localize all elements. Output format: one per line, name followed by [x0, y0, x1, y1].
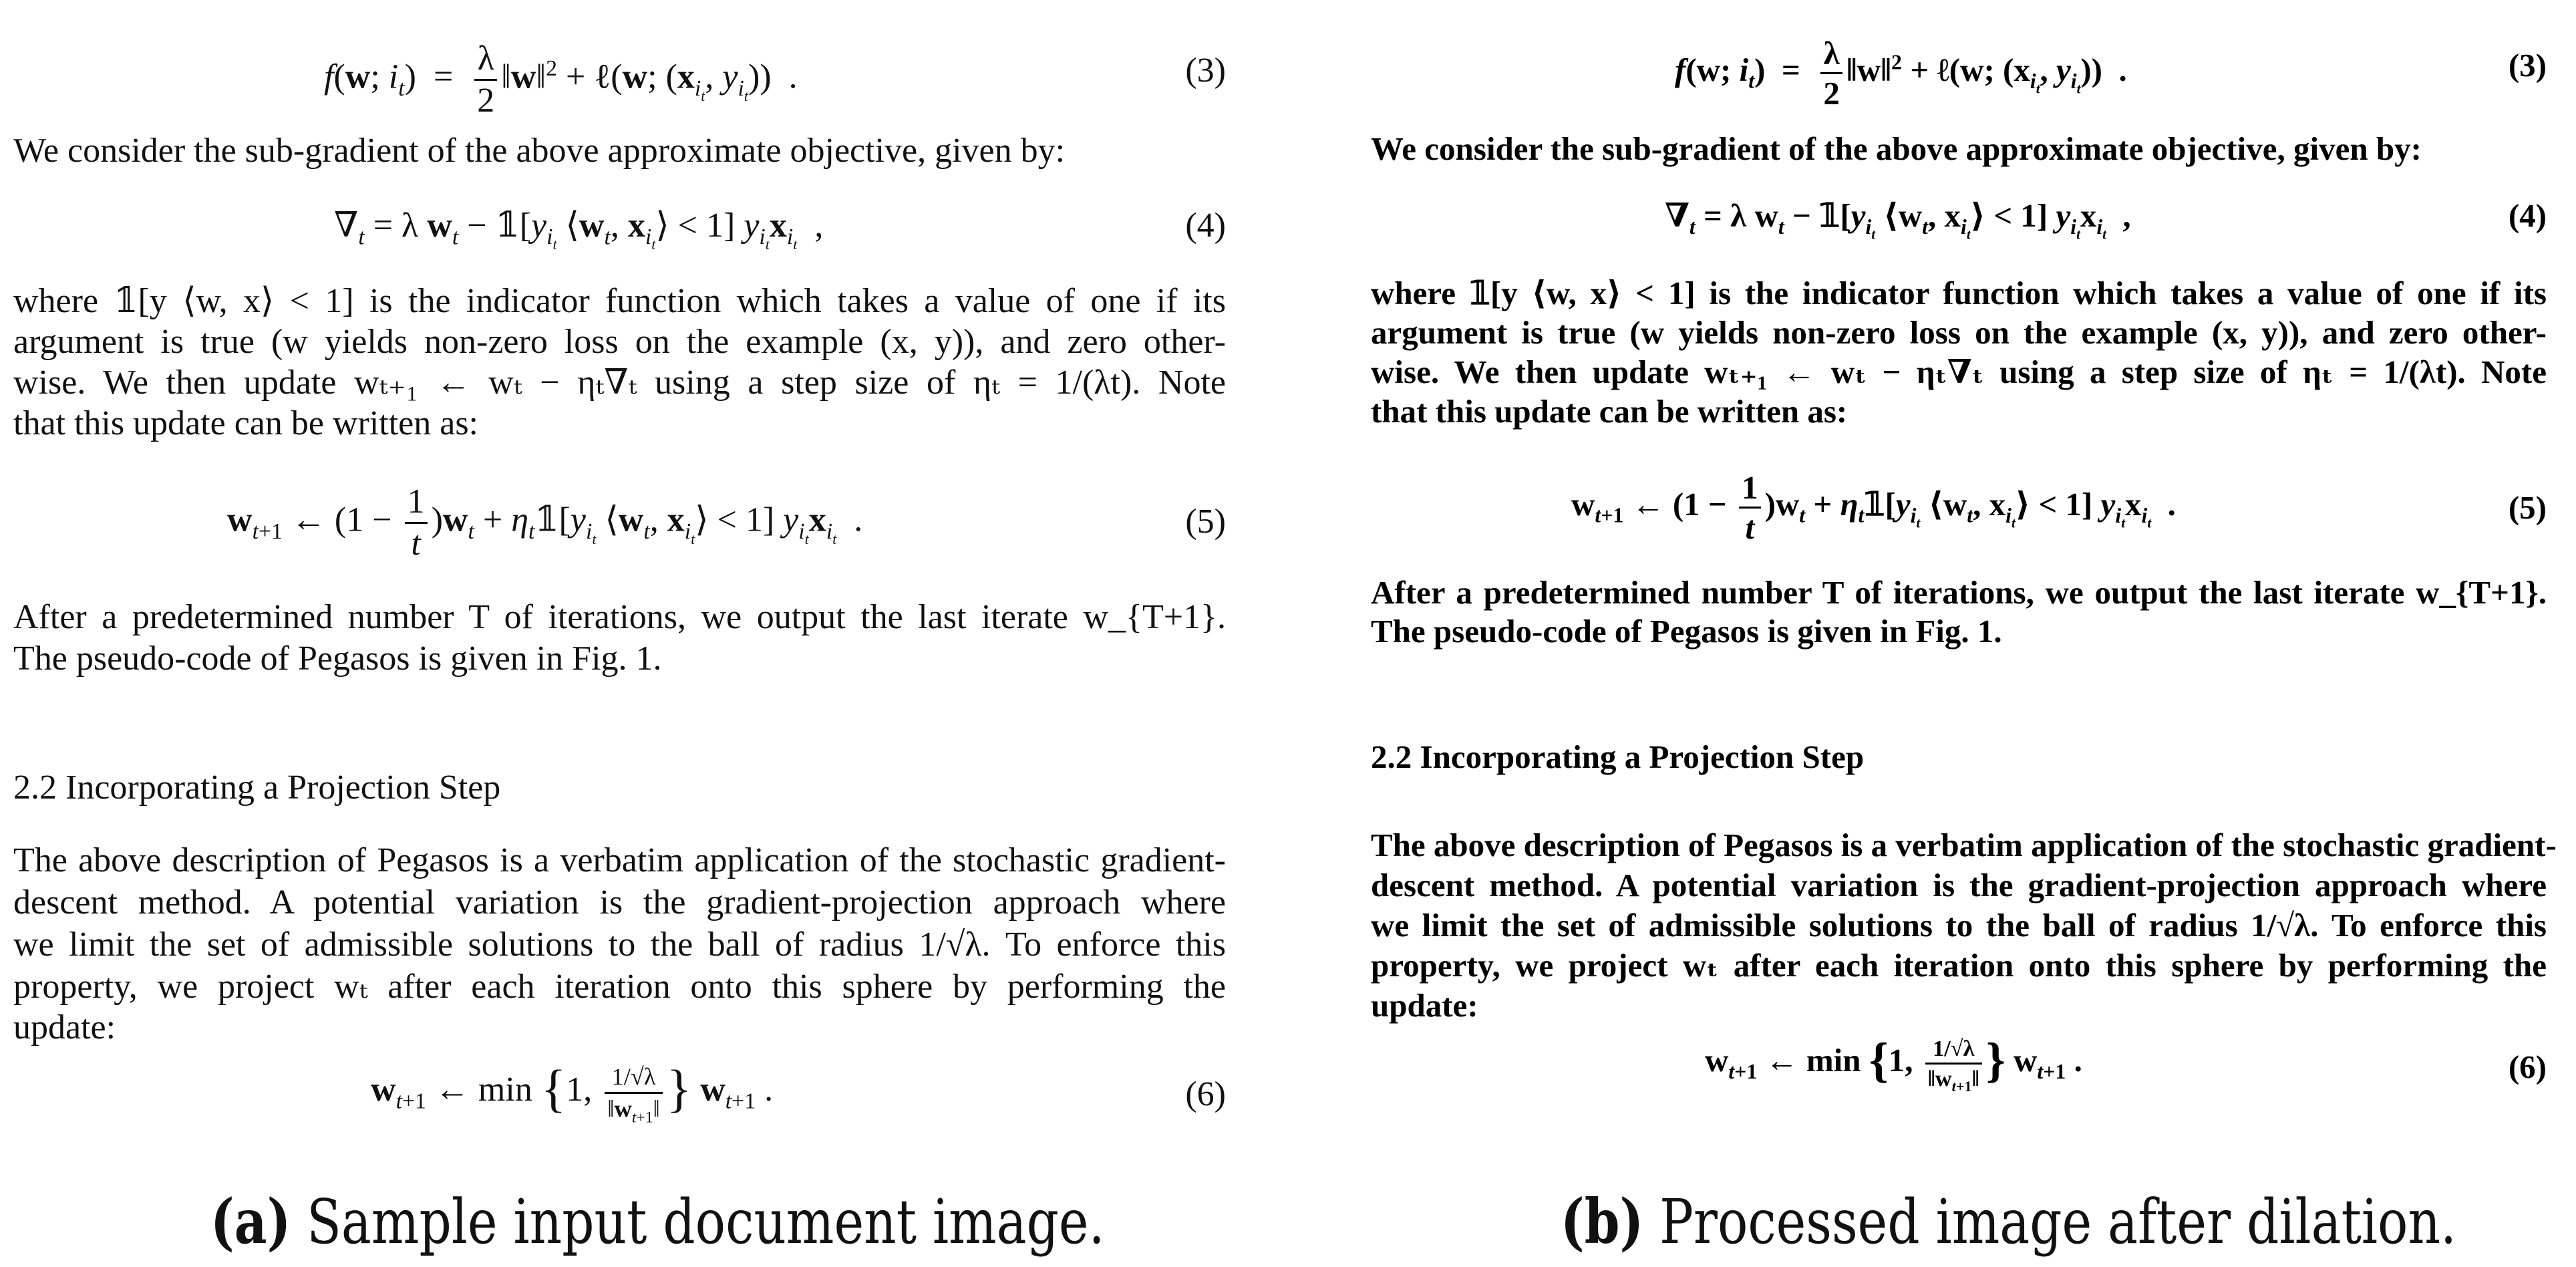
equation-4-body: $\nabla_t = \lambda$ $w_t$ − $𝟙[y_{i_t}$ $⟨w_t$, $x_{i_t}⟩ < 1$] $y_{i_t}x_{i_t}$ , [334, 206, 824, 253]
equation-6-body: $w_{t+1}$ ← min {1, $\frac{1/√\lambda}{‖w_{t+1}‖}$ } $w_{t+1}$ . [1705, 1033, 2082, 1095]
paragraph-intro-subgradient: We consider the sub-gradient of the above approximate objective, given by: [13, 132, 1066, 170]
paragraph-intro-subgradient: We consider the sub-gradient of the above approximate objective, given by: [1371, 130, 2422, 167]
equation-3-body: f(w; $i_t$) = $\frac{\lambda}{2}$ ‖w‖$^2$ + ℓ(w; ($x_{i_t}$, $y_{i_t}$)) . [324, 39, 798, 120]
caption-a [210, 1185, 1105, 1258]
equation-4-number: (4) [1185, 206, 1226, 245]
paragraph-line: where 𝟙[y ⟨w, x⟩ < 1] is the indicator function which takes a value of one if its [13, 282, 1226, 320]
equation-3-number: (3) [1185, 51, 1226, 90]
paragraph-line: property, we project wₜ after each iteration onto this sphere by performing the [1371, 947, 2547, 984]
caption-b [1561, 1185, 2457, 1258]
caption-b-tag: (b) [1561, 1185, 1644, 1258]
caption-a-tag: (a) [210, 1185, 291, 1258]
paragraph-line: that this update can be written as: [13, 404, 479, 442]
equation-5-number: (5) [2508, 489, 2547, 526]
paragraph-line: we limit the set of admissible solutions to the ball of radius 1/√λ. To enforce this [1371, 907, 2547, 944]
paragraph-line: The pseudo-code of Pegasos is given in Fig. 1. [1371, 613, 2002, 650]
equation-4-number: (4) [2508, 197, 2547, 234]
caption-b-text: Processed image after dilation. [1643, 1186, 2457, 1258]
paragraph-line: The above description of Pegasos is a verbatim application of the stochastic gradient- [13, 841, 1226, 879]
equation-6-number: (6) [1185, 1075, 1226, 1113]
paragraph-line: update: [1371, 987, 1478, 1024]
equation-5-body: $w_{t+1}$ ← (1 − $\frac{1}{t}$ )$w_t$ + $\eta_t𝟙[y_{i_t}$ $⟨w_t$, $x_{i_t}⟩ < 1$] $y_{i_t}x_{i_t}$ . [227, 482, 863, 563]
caption-a-text: Sample input document image. [291, 1186, 1105, 1258]
paragraph-line: we limit the set of admissible solutions to the ball of radius 1/√λ. To enforce this [13, 926, 1226, 964]
paragraph-line: argument is true (w yields non-zero loss on the example (x, y)), and zero other- [13, 323, 1226, 361]
equation-5-number: (5) [1185, 503, 1226, 541]
paragraph-line: After a predetermined number T of iterations, we output the last iterate w_{T+1}. [13, 598, 1226, 636]
paragraph-line: descent method. A potential variation is the gradient-projection approach where [1371, 867, 2547, 903]
equation-3-body: f(w; $i_t$) = $\frac{\lambda}{2}$ ‖w‖$^2$ + ℓ(w; ($x_{i_t}$, $y_{i_t}$)) . [1675, 35, 2127, 112]
panel-b-dilated-document [1371, 0, 2557, 1176]
paragraph-line: update: [13, 1008, 116, 1046]
panel-a-input-document [13, 0, 1226, 1176]
paragraph-line: The above description of Pegasos is a verbatim application of the stochastic gradient- [1371, 827, 2557, 863]
paragraph-line: wise. We then update wₜ₊₁ ← wₜ − ηₜ∇ₜ using a step size of ηₜ = 1/(λt). Note [13, 364, 1226, 402]
paragraph-line: property, we project wₜ after each iteration onto this sphere by performing the [13, 968, 1226, 1006]
paragraph-line: After a predetermined number T of iterations, we output the last iterate w_{T+1}. [1371, 574, 2547, 611]
paragraph-line: The pseudo-code of Pegasos is given in Fig. 1. [13, 640, 662, 678]
equation-4-body: $\nabla_t = \lambda$ $w_t$ − $𝟙[y_{i_t}$ $⟨w_t$, $x_{i_t}⟩ < 1$] $y_{i_t}x_{i_t}$ , [1665, 197, 2131, 243]
equation-3-number: (3) [2508, 47, 2547, 84]
paragraph-line: argument is true (w yields non-zero loss on the example (x, y)), and zero other- [1371, 314, 2547, 351]
paragraph-line: where 𝟙[y ⟨w, x⟩ < 1] is the indicator function which takes a value of one if its [1371, 275, 2547, 311]
paragraph-line: descent method. A potential variation is the gradient-projection approach where [13, 883, 1226, 922]
equation-5-body: $w_{t+1}$ ← (1 − $\frac{1}{t}$ )$w_t$ + $\eta_t𝟙[y_{i_t}$ $⟨w_t$, $x_{i_t}⟩ < 1$] $y_{i_t}x_{i_t}$ . [1571, 469, 2176, 546]
equation-6-body: $w_{t+1}$ ← min {1, $\frac{1/√\lambda}{‖w_{t+1}‖}$ } $w_{t+1}$ . [371, 1059, 774, 1126]
paragraph-line: wise. We then update wₜ₊₁ ← wₜ − ηₜ∇ₜ using a step size of ηₜ = 1/(λt). Note [1371, 354, 2547, 390]
section-heading: 2.2 Incorporating a Projection Step [1371, 738, 1865, 775]
section-heading: 2.2 Incorporating a Projection Step [13, 768, 501, 807]
paragraph-line: that this update can be written as: [1371, 393, 1848, 430]
equation-6-number: (6) [2508, 1048, 2547, 1085]
